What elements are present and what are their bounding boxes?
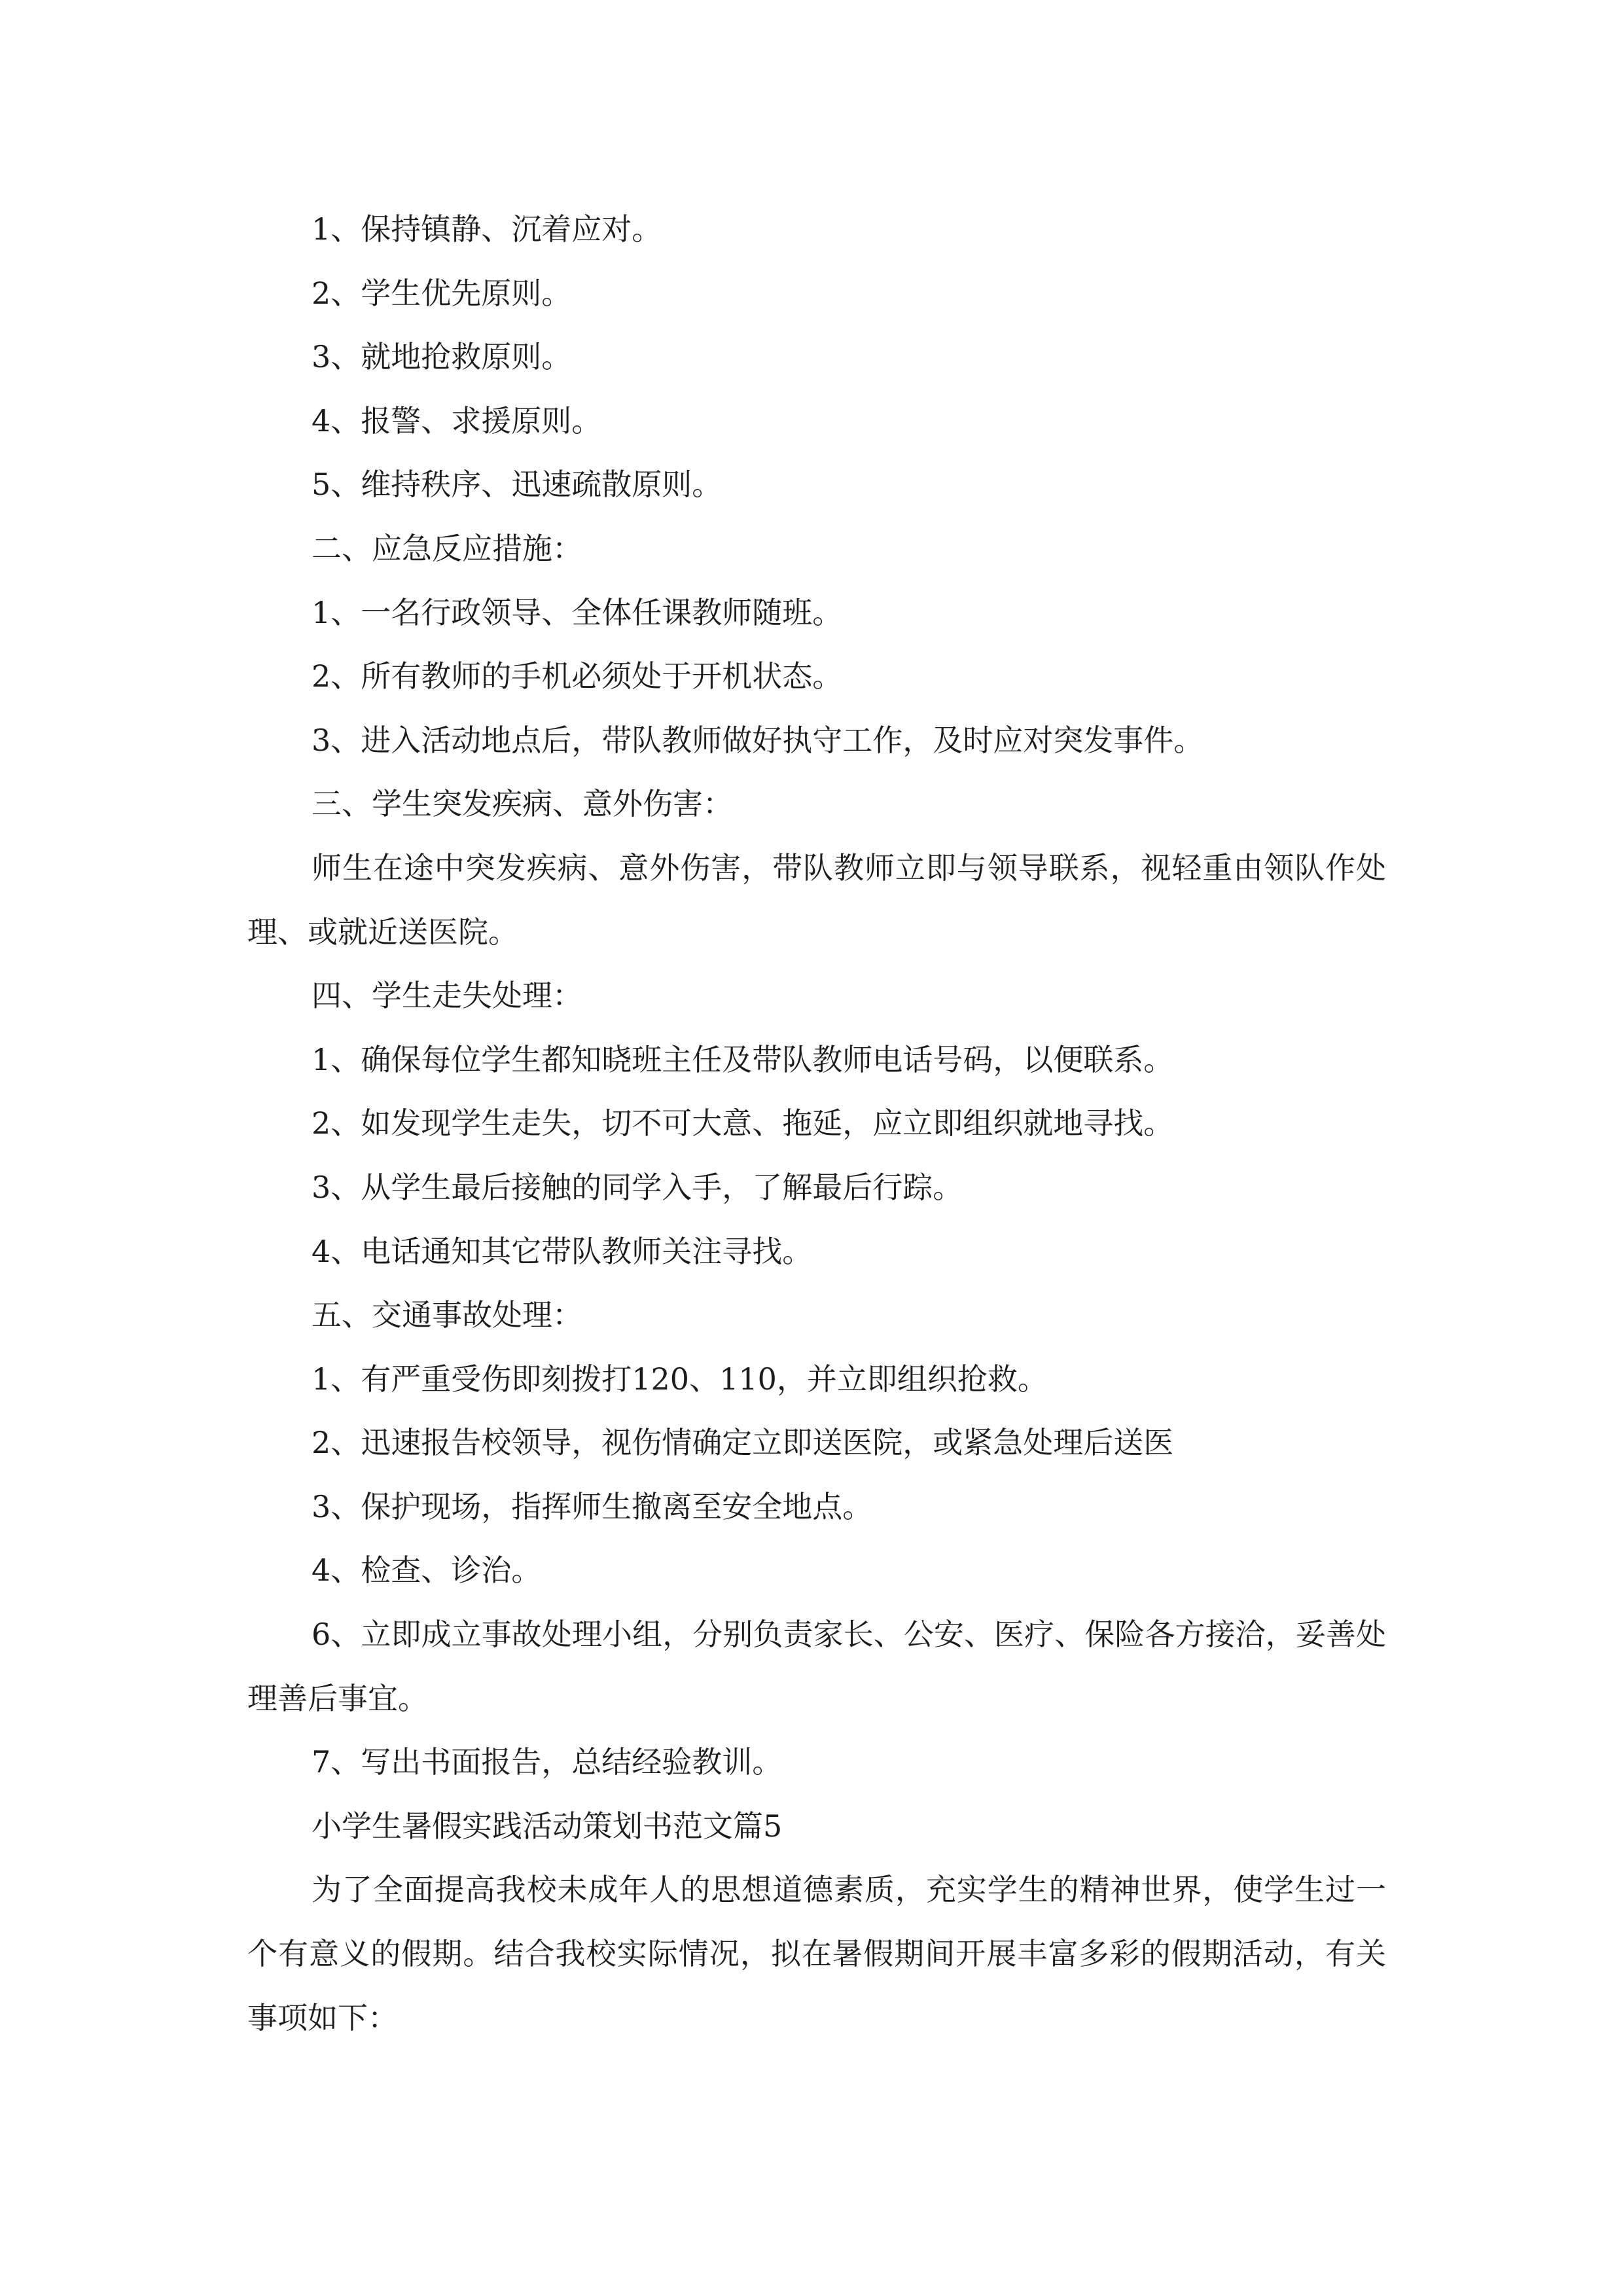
paragraph-principle-5: 5、维持秩序、迅速疏散原则。 bbox=[312, 467, 722, 503]
paragraph-accident-3: 3、保护现场，指挥师生撤离至安全地点。 bbox=[312, 1488, 873, 1524]
paragraph-missing-1: 1、确保每位学生都知晓班主任及带队教师电话号码，以便联系。 bbox=[312, 1041, 1174, 1077]
section-heading-missing-student: 四、学生走失处理： bbox=[312, 978, 582, 1014]
paragraph-missing-3: 3、从学生最后接触的同学入手，了解最后行踪。 bbox=[312, 1169, 963, 1205]
paragraph-principle-2: 2、学生优先原则。 bbox=[312, 275, 572, 311]
paragraph-accident-1: 1、有严重受伤即刻拨打120、110，并立即组织抢救。 bbox=[312, 1361, 1048, 1397]
paragraph-accident-7: 7、写出书面报告，总结经验教训。 bbox=[312, 1744, 783, 1780]
paragraph-accident-4: 4、检查、诊治。 bbox=[312, 1552, 542, 1588]
paragraph-illness-injury: 师生在途中突发疾病、意外伤害，带队教师立即与领导联系，视轻重由领队作处理、或就近送医院。 bbox=[247, 850, 1386, 950]
paragraph-response-1: 1、一名行政领导、全体任课教师随班。 bbox=[312, 594, 843, 630]
paragraph-missing-4: 4、电话通知其它带队教师关注寻找。 bbox=[312, 1233, 813, 1269]
paragraph-response-2: 2、所有教师的手机必须处于开机状态。 bbox=[312, 658, 843, 694]
paragraph-principle-3: 3、就地抢救原则。 bbox=[312, 339, 572, 375]
paragraph-intro: 为了全面提高我校未成年人的思想道德素质，充实学生的精神世界，使学生过一个有意义的假期。结合我校实际情况，拟在暑假期间开展丰富多彩的假期活动，有关事项如下： bbox=[247, 1872, 1386, 2036]
section-heading-illness-injury: 三、学生突发疾病、意外伤害： bbox=[312, 786, 733, 822]
paragraph-accident-6: 6、立即成立事故处理小组，分别负责家长、公安、医疗、保险各方接洽，妥善处理善后事宜。 bbox=[247, 1617, 1386, 1716]
paragraph-response-3: 3、进入活动地点后，带队教师做好执守工作，及时应对突发事件。 bbox=[312, 722, 1204, 758]
document-body bbox=[247, 198, 1386, 2050]
article-title: 小学生暑假实践活动策划书范文篇5 bbox=[312, 1808, 783, 1844]
section-heading-traffic-accident: 五、交通事故处理： bbox=[312, 1297, 582, 1333]
paragraph-missing-2: 2、如发现学生走失，切不可大意、拖延，应立即组织就地寻找。 bbox=[312, 1105, 1174, 1141]
paragraph-accident-2: 2、迅速报告校领导，视伤情确定立即送医院，或紧急处理后送医 bbox=[312, 1425, 1174, 1461]
section-heading-emergency-response: 二、应急反应措施： bbox=[312, 530, 582, 566]
paragraph-principle-1: 1、保持镇静、沉着应对。 bbox=[312, 211, 662, 247]
paragraph-principle-4: 4、报警、求援原则。 bbox=[312, 403, 602, 439]
